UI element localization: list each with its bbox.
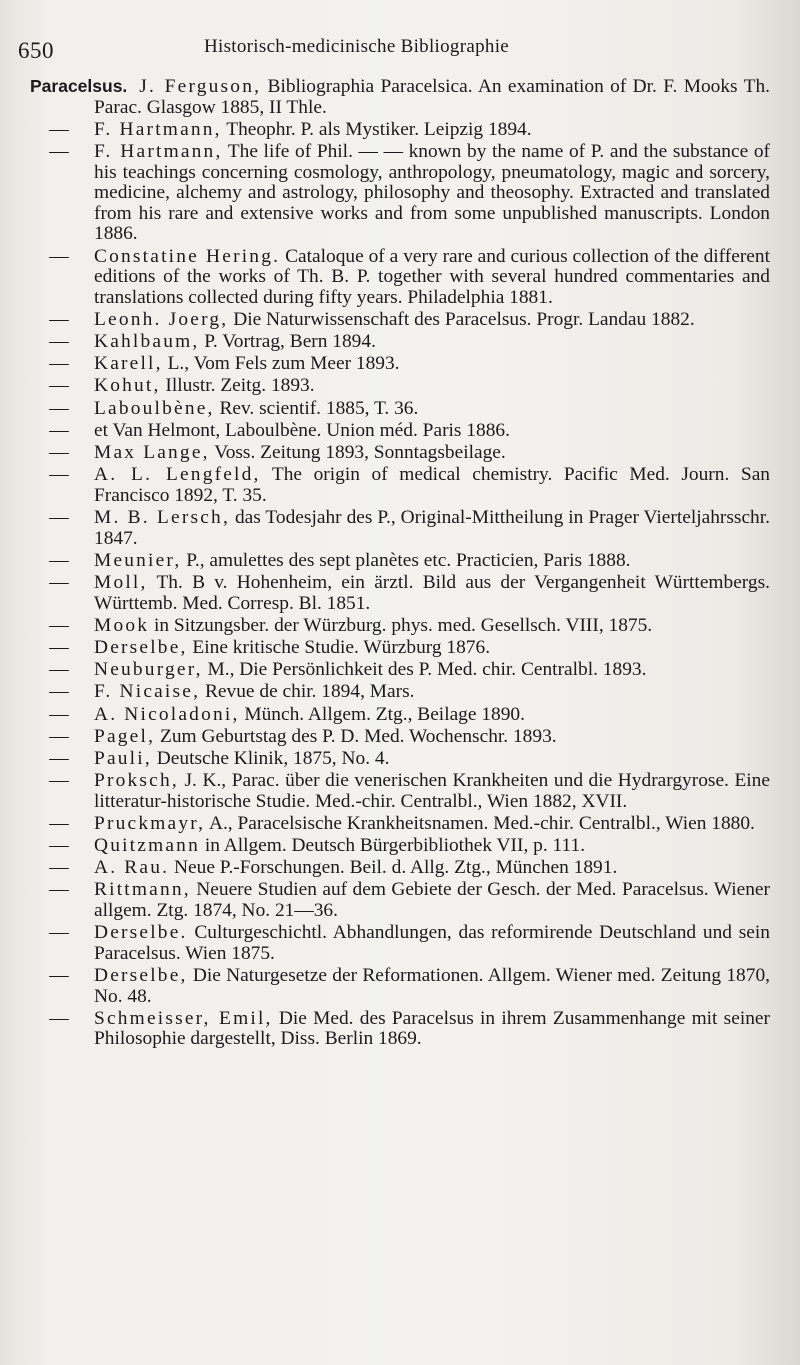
bibliography-entry [30,682,770,703]
entry-author: Rittmann, [94,879,191,901]
bibliography-entry [30,923,770,964]
bibliography-entry [30,836,770,857]
ditto-dash: — [49,659,69,681]
entry-text: Illustr. Zeitg. 1893. [165,375,315,397]
bibliography-entry [30,638,770,659]
bibliography-entry [30,76,770,118]
entry-text: Neue P.-Forschungen. Beil. d. Allg. Ztg., München 1891. [174,857,618,879]
entry-author: Mook [94,614,150,636]
entry-text: Die Naturgesetze der Reformationen. Allgem. Wiener med. Zeitung 1870, No. 48. [94,964,770,1007]
entry-text: The life of Phil. — — known by the name of P. and the substance of his teachings concerning cosmology, anthropology, pneumatology, magic and sorcery, medicine, alchemy and astrology, philosophy and theosophy. Extracted and translated from his rare and extensive works and from some unpublished manuscripts. London 1886. [94,140,770,245]
ditto-dash: — [49,879,69,901]
entry-author: Max Lange, [94,442,210,464]
ditto-dash: — [49,614,69,636]
entry-author: Meunier, [94,549,182,571]
entry-author: F. Nicaise, [94,681,201,703]
bibliography-entry [30,966,770,1007]
bibliography-entry [30,376,770,397]
entry-text: M., Die Persönlichkeit des P. Med. chir. Centralbl. 1893. [207,659,647,681]
ditto-dash: — [49,922,69,944]
bibliography-entry [30,705,770,726]
bibliography-entry [30,465,770,506]
entry-author: Constatine Hering. [94,245,281,267]
entry-text: das Todesjahr des P., Original-Mittheilung in Prager Vierteljahrsschr. 1847. [94,507,770,549]
entry-text: Cataloque of a very rare and curious collection of the different editions of the works of Th. B. P. together with several hundred commentaries and translations collected during fifty years. Philadelphia 1881. [94,245,770,308]
ditto-dash: — [49,835,69,857]
bibliography-entry [30,727,770,748]
entry-text: Deutsche Klinik, 1875, No. 4. [156,747,390,769]
bibliography-entry [30,443,770,464]
entry-text: Die Med. des Paracelsus in ihrem Zusammenhange mit seiner Philosophie dargestellt, Diss. Berlin 1869. [94,1007,770,1050]
entry-author: Moll, [94,571,148,593]
entry-text: Theophr. P. als Mystiker. Leipzig 1894. [226,118,532,140]
entry-text: Culturgeschichtl. Abhandlungen, das reformirende Deutschland und sein Paracelsus. Wien 1875. [94,922,770,964]
entry-author: Laboulbène, [94,397,215,419]
entry-author: Quitzmann [94,835,200,857]
entry-text: L., Vom Fels zum Meer 1893. [167,353,400,375]
ditto-dash: — [49,245,69,267]
entry-author: Schmeisser, Emil, [94,1007,273,1029]
bibliography-entry [30,421,770,442]
running-head: Historisch-medicinische Bibliographie [204,36,510,57]
entry-text: Eine kritische Studie. Würzburg 1876. [192,636,491,658]
bibliography-entry [30,573,770,614]
ditto-dash: — [49,681,69,703]
entry-author: Proksch, [94,770,179,792]
bibliography-entry [30,771,770,812]
ditto-dash: — [49,964,69,986]
entry-text: Neuere Studien auf dem Gebiete der Gesch. der Med. Paracelsus. Wiener allgem. Ztg. 1874, No. 21—36. [94,879,770,921]
entry-text: Voss. Zeitung 1893, Sonntagsbeilage. [214,442,506,464]
ditto-dash: — [49,1007,69,1029]
entry-text: P., amulettes des sept planètes etc. Practicien, Paris 1888. [186,549,631,571]
ditto-dash: — [49,747,69,769]
entry-author: Pruckmayr, [94,812,206,834]
ditto-dash: — [49,857,69,879]
entry-author: Pagel, [94,725,156,747]
ditto-dash: — [49,140,69,162]
ditto-dash: — [49,464,69,486]
entry-text: P. Vortrag, Bern 1894. [204,331,376,353]
entry-text: et Van Helmont, Laboulbène. Union méd. Paris 1886. [94,419,510,441]
entry-author: F. Hartmann, [94,140,223,162]
entry-text: Th. B v. Hohenheim, ein ärztl. Bild aus der Vergangenheit Württembergs. Württemb. Med. Corresp. Bl. 1851. [94,571,770,614]
entry-text: in Allgem. Deutsch Bürgerbibliothek VII, p. 111. [204,835,586,857]
bibliography-entry [30,120,770,141]
bibliography-entry [30,354,770,375]
entry-text: Münch. Allgem. Ztg., Beilage 1890. [244,703,525,725]
entry-text: A., Paracelsische Krankheitsnamen. Med.-chir. Centralbl., Wien 1880. [208,812,755,834]
bibliography-entry [30,616,770,637]
entry-author: J. Ferguson, [139,76,262,97]
bibliography-entry [30,858,770,879]
ditto-dash: — [49,397,69,419]
entry-text: Rev. scientif. 1885, T. 36. [219,397,419,419]
ditto-dash: — [49,353,69,375]
entry-text: The origin of medical chemistry. Pacific Med. Journ. San Francisco 1892, T. 35. [94,464,770,506]
entry-author: Neuburger, [94,659,203,681]
ditto-dash: — [49,549,69,571]
entry-author: Derselbe. [94,922,188,944]
entry-author: Derselbe, [94,636,188,658]
entry-author: F. Hartmann, [94,118,222,140]
ditto-dash: — [49,571,69,593]
bibliography-entry [30,247,770,309]
bibliography-entry [30,332,770,353]
subject-heading: Paracelsus. [30,76,128,96]
entry-author: M. B. Lersch, [94,507,230,528]
bibliography-entry [30,660,770,681]
entry-author: Pauli, [94,747,152,769]
ditto-dash: — [49,507,69,528]
entry-author: Leonh. Joerg, [94,308,229,330]
ditto-dash: — [49,375,69,397]
ditto-dash: — [49,725,69,747]
ditto-dash: — [49,770,69,792]
bibliography-entry [30,551,770,572]
bibliography-entry [30,508,770,549]
bibliography-entry [30,142,770,245]
page-number: 650 [18,38,54,63]
ditto-dash: — [49,419,69,441]
ditto-dash: — [49,636,69,658]
ditto-dash: — [49,118,69,140]
bibliography-entry [30,814,770,835]
bibliography-entry [30,310,770,331]
entry-text: Revue de chir. 1894, Mars. [204,681,415,703]
entry-text: Die Naturwissenschaft des Paracelsus. Progr. Landau 1882. [233,308,695,330]
ditto-dash: — [49,442,69,464]
entry-author: Karell, [94,353,163,375]
entry-text: in Sitzungsber. der Würzburg. phys. med. Gesellsch. VIII, 1875. [154,614,653,636]
entry-author: Kohut, [94,375,161,397]
bibliography-entry [30,1009,770,1050]
entry-author: Kahlbaum, [94,331,200,353]
entry-author: A. Rau. [94,857,170,879]
entry-text: Zum Geburtstag des P. D. Med. Wochenschr. 1893. [160,725,557,747]
bibliography-list [30,76,770,1052]
entry-author: A. L. Lengfeld, [94,464,261,486]
ditto-dash: — [49,308,69,330]
entry-author: Derselbe, [94,964,188,986]
entry-text: Bibliographia Paracelsica. An examination of Dr. F. Mooks Th. Parac. Glasgow 1885, II Thle. [94,76,770,118]
ditto-dash: — [49,703,69,725]
entry-author: A. Nicoladoni, [94,703,240,725]
page-header [18,30,760,64]
bibliography-entry [30,399,770,420]
bibliography-entry [30,749,770,770]
ditto-dash: — [49,812,69,834]
bibliography-entry [30,880,770,921]
ditto-dash: — [49,331,69,353]
entry-text: J. K., Parac. über die venerischen Krankheiten und die Hydrargyrose. Eine litteratur-historische Studie. Med.-chir. Centralbl., Wien 1882, XVII. [94,770,770,812]
